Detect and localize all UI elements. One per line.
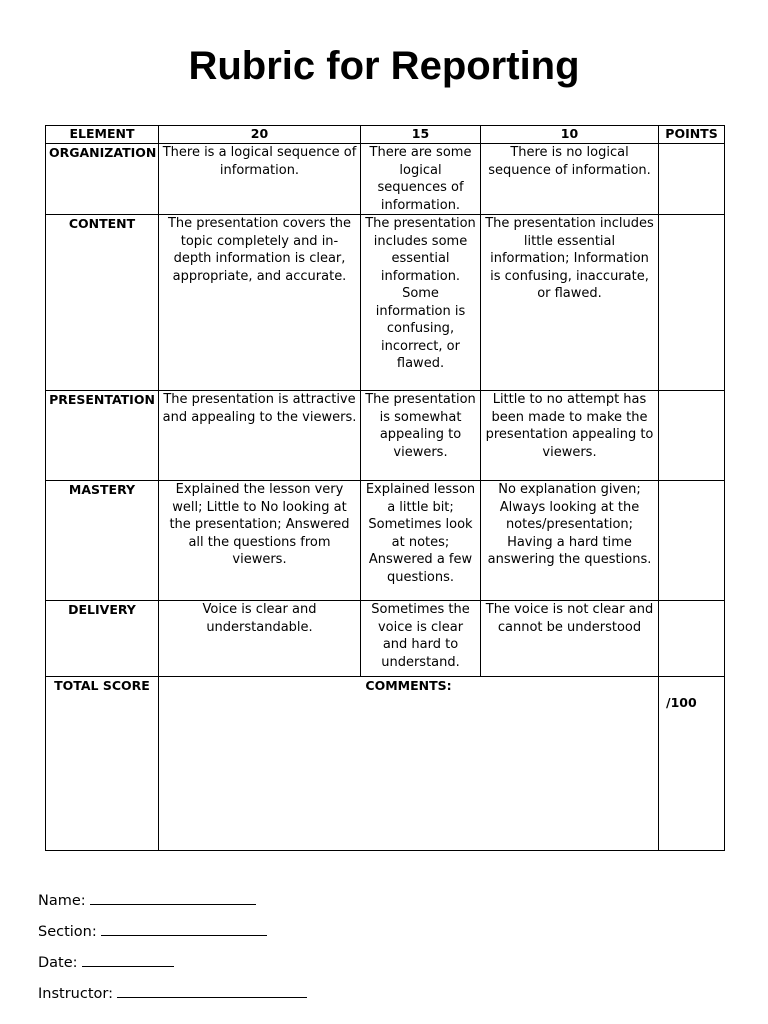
instructor-label: Instructor: — [38, 986, 113, 1002]
header-10: 10 — [481, 126, 659, 144]
header-row — [46, 126, 725, 144]
header-20: 20 — [159, 126, 361, 144]
date-blank[interactable] — [82, 952, 174, 967]
instructor-line — [38, 983, 307, 1014]
element-label: ORGANIZATION — [46, 144, 159, 215]
criteria-15: Sometimes the voice is clear and hard to understand. — [361, 601, 481, 677]
criteria-15: The presentation is somewhat appealing to viewers. — [361, 391, 481, 481]
section-label: Section: — [38, 924, 97, 940]
criteria-10: The voice is not clear and cannot be understood — [481, 601, 659, 677]
points-cell — [659, 601, 725, 677]
criteria-10: No explanation given; Always looking at the notes/presentation; Having a hard time answering the questions. — [481, 481, 659, 601]
element-label: MASTERY — [46, 481, 159, 601]
criteria-15: The presentation includes some essential information. Some information is confusing, incorrect, or flawed. — [361, 215, 481, 391]
element-label: PRESENTATION — [46, 391, 159, 481]
student-info-form — [38, 890, 307, 1014]
points-cell — [659, 481, 725, 601]
row-mastery — [46, 481, 725, 601]
name-label: Name: — [38, 893, 86, 909]
total-score-label: TOTAL SCORE — [46, 677, 159, 851]
criteria-20: The presentation is attractive and appealing to the viewers. — [159, 391, 361, 481]
points-cell — [659, 144, 725, 215]
criteria-10: The presentation includes little essential information; Information is confusing, inaccurate, or flawed. — [481, 215, 659, 391]
row-organization — [46, 144, 725, 215]
row-presentation — [46, 391, 725, 481]
criteria-20: Explained the lesson very well; Little to No looking at the presentation; Answered all the questions from viewers. — [159, 481, 361, 601]
date-label: Date: — [38, 955, 78, 971]
instructor-blank[interactable] — [117, 983, 307, 998]
header-points: POINTS — [659, 126, 725, 144]
row-total-score — [46, 677, 725, 851]
criteria-20: The presentation covers the topic completely and in-depth information is clear, appropriate, and accurate. — [159, 215, 361, 391]
comments-label: COMMENTS: — [159, 677, 659, 851]
criteria-10: Little to no attempt has been made to make the presentation appealing to viewers. — [481, 391, 659, 481]
criteria-15: Explained lesson a little bit; Sometimes look at notes; Answered a few questions. — [361, 481, 481, 601]
name-blank[interactable] — [90, 890, 256, 905]
rubric-table — [45, 125, 725, 851]
section-blank[interactable] — [101, 921, 267, 936]
criteria-20: Voice is clear and understandable. — [159, 601, 361, 677]
total-points-cell — [659, 677, 725, 851]
name-line — [38, 890, 307, 921]
points-cell — [659, 215, 725, 391]
criteria-15: There are some logical sequences of information. — [361, 144, 481, 215]
points-cell — [659, 391, 725, 481]
element-label: CONTENT — [46, 215, 159, 391]
header-element: ELEMENT — [46, 126, 159, 144]
header-15: 15 — [361, 126, 481, 144]
row-delivery — [46, 601, 725, 677]
date-line — [38, 952, 307, 983]
row-content — [46, 215, 725, 391]
criteria-10: There is no logical sequence of information. — [481, 144, 659, 215]
section-line — [38, 921, 307, 952]
total-score-value: /100 — [666, 695, 697, 710]
page-title: Rubric for Reporting — [188, 44, 580, 88]
element-label: DELIVERY — [46, 601, 159, 677]
criteria-20: There is a logical sequence of information. — [159, 144, 361, 215]
